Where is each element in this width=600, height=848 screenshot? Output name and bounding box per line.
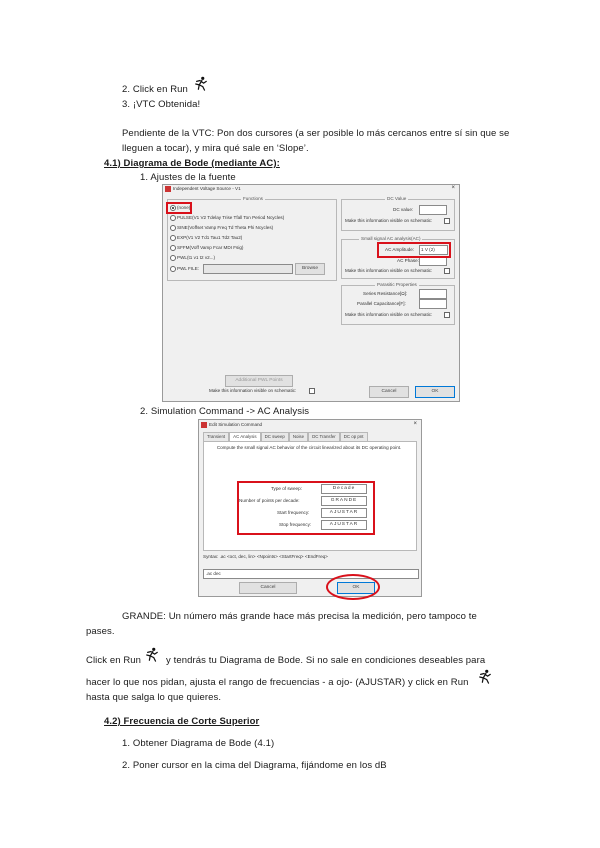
run-line-1b: y tendrás tu Diagrama de Bode. Si no sale en condiciones deseables para: [166, 655, 486, 666]
type-of-sweep-label: Type of sweep:: [271, 486, 302, 491]
browse-button[interactable]: Browse: [295, 263, 325, 275]
running-man-icon: [194, 76, 208, 92]
start-frequency-label: Start frequency:: [277, 510, 310, 515]
highlight-ok-button: [326, 574, 380, 600]
command-input[interactable]: .ac dec: [203, 569, 419, 579]
tab-ac-analysis[interactable]: AC Analysis: [229, 432, 260, 441]
slope-line-2: lleguen a tocar), y mira qué sale en ‘Slope’.: [122, 143, 309, 154]
additional-pwl-button[interactable]: Additional PWL Points: [225, 375, 293, 387]
functions-title: Functions: [243, 196, 263, 201]
run-line-3: hasta que salga lo que quieres.: [86, 692, 222, 703]
tab-dc-op-pnt[interactable]: DC op pnt: [340, 432, 368, 441]
pwl-file-input[interactable]: [203, 264, 293, 274]
function-pwl-label: PWL(t1 v1 t2 v2...): [177, 255, 216, 260]
parasitic-title: Parasitic Properties: [377, 282, 417, 287]
running-man-icon: [478, 669, 492, 685]
ac-description: Compute the small signal AC behavior of the circuit linearized about its DC operating point.: [216, 445, 402, 450]
radio-pwl[interactable]: [170, 255, 176, 261]
running-man-icon: [145, 647, 159, 663]
cancel-button[interactable]: Cancel: [239, 582, 297, 594]
stop-frequency-label: Stop frequency:: [279, 522, 312, 527]
radio-exp[interactable]: [170, 235, 176, 241]
close-icon[interactable]: ×: [413, 421, 417, 427]
dc-value-label: DC value:: [393, 207, 414, 212]
parasitic-visible-checkbox[interactable]: [444, 312, 450, 318]
bottom-make-visible-label: Make this information visible on schematic:: [209, 388, 297, 393]
bottom-visible-checkbox[interactable]: [309, 388, 315, 394]
highlight-none-option: [166, 202, 192, 214]
function-pwl-file-label: PWL FILE:: [177, 266, 200, 271]
ac-visible-checkbox[interactable]: [444, 268, 450, 274]
dc-value-title: DC Value: [387, 196, 407, 201]
ok-button[interactable]: OK: [337, 582, 375, 594]
grande-line-2: pases.: [86, 626, 115, 637]
sim-dialog-title: Edit Simulation Command: [209, 422, 263, 427]
syntax-text: Syntax: .ac <oct, dec, lin> <Npoints> <StartFreq> <EndFreq>: [203, 554, 328, 559]
radio-sffm[interactable]: [170, 245, 176, 251]
run-line-1a: Click en Run: [86, 655, 142, 666]
function-exp-label: EXP(V1 V2 Td1 Tau1 Td2 Tau2): [177, 235, 243, 240]
parallel-capacitance-input[interactable]: [419, 299, 447, 309]
dc-value-input[interactable]: [419, 205, 447, 215]
section-4-2-item-2: 2. Poner cursor en la cima del Diagrama, fijándome en los dB: [122, 760, 387, 771]
simulation-command-dialog: [198, 419, 422, 597]
section-4-1-heading: 4.1) Diagrama de Bode (mediante AC):: [104, 158, 280, 169]
run-line-2: hacer lo que nos pidan, ajusta el rango de frecuencias - a ojo- (AJUSTAR) y click en Run: [86, 677, 469, 688]
ac-amplitude-label: AC Amplitude:: [385, 247, 415, 252]
points-per-decade-input[interactable]: GRANDE: [321, 496, 367, 506]
start-frequency-input[interactable]: AJUSTAR: [321, 508, 367, 518]
ac-phase-label: AC Phase:: [397, 258, 419, 263]
sim-tabs: [203, 432, 368, 441]
cancel-button[interactable]: Cancel: [369, 386, 409, 398]
function-sffm-label: SFFM(Voff Vamp Fcar MDI Fsig): [177, 245, 244, 250]
ok-button[interactable]: OK: [415, 386, 455, 398]
dc-value-group: [341, 199, 455, 231]
highlight-ac-parameters: [237, 481, 375, 535]
dc-visible-checkbox[interactable]: [444, 218, 450, 224]
parasitic-make-visible-label: Make this information visible on schematic:: [345, 312, 433, 317]
app-icon: [165, 186, 171, 192]
section-4-1-item-2: 2. Simulation Command -> AC Analysis: [140, 406, 310, 417]
section-4-2-heading: 4.2) Frecuencia de Corte Superior: [104, 716, 260, 727]
function-none-label: (none): [177, 205, 191, 210]
dialog-title: Independent Voltage Source - V1: [173, 186, 241, 191]
close-icon[interactable]: ×: [451, 185, 455, 191]
ac-amplitude-input[interactable]: 1 V (2): [419, 245, 448, 255]
section-4-1-item-1: 1. Ajustes de la fuente: [140, 172, 236, 183]
tab-transient[interactable]: Transient: [203, 432, 229, 441]
series-resistance-input[interactable]: [419, 289, 447, 299]
step-3-text: 3. ¡VTC Obtenida!: [122, 99, 201, 110]
small-signal-title: Small signal AC analysis(AC): [361, 236, 421, 241]
step-2-text: 2. Click en Run: [122, 84, 188, 95]
section-4-2-item-1: 1. Obtener Diagrama de Bode (4.1): [122, 738, 275, 749]
radio-pulse[interactable]: [170, 215, 176, 221]
type-of-sweep-select[interactable]: Decade: [321, 484, 367, 494]
series-resistance-label: Series Resistance[Ω]:: [363, 291, 408, 296]
ac-make-visible-label: Make this information visible on schematic:: [345, 268, 433, 273]
highlight-ac-amplitude: [377, 242, 451, 258]
slope-line-1: Pendiente de la VTC: Pon dos cursores (a ser posible lo más cercanos entre sí sin que se: [122, 128, 510, 139]
parallel-capacitance-label: Parallel Capacitance[F]:: [357, 301, 406, 306]
app-icon: [201, 422, 207, 428]
grande-line-1: GRANDE: Un número más grande hace más precisa la medición, pero tampoco te: [122, 611, 477, 622]
radio-sine[interactable]: [170, 225, 176, 231]
tab-dc-transfer[interactable]: DC Transfer: [308, 432, 340, 441]
dc-make-visible-label: Make this information visible on schematic:: [345, 218, 433, 223]
tab-noise[interactable]: Noise: [289, 432, 308, 441]
function-sine-label: SINE(Voffset Vamp Freq Td Theta Phi Ncycles): [177, 225, 274, 230]
tab-dc-sweep[interactable]: DC sweep: [261, 432, 289, 441]
points-per-decade-label: Number of points per decade:: [239, 498, 300, 503]
voltage-source-dialog: [162, 184, 460, 402]
stop-frequency-input[interactable]: AJUSTAR: [321, 520, 367, 530]
radio-pwl-file[interactable]: [170, 266, 176, 272]
function-pulse-label: PULSE(V1 V2 Tdelay Trise Tfall Ton Period Ncycles): [177, 215, 285, 220]
